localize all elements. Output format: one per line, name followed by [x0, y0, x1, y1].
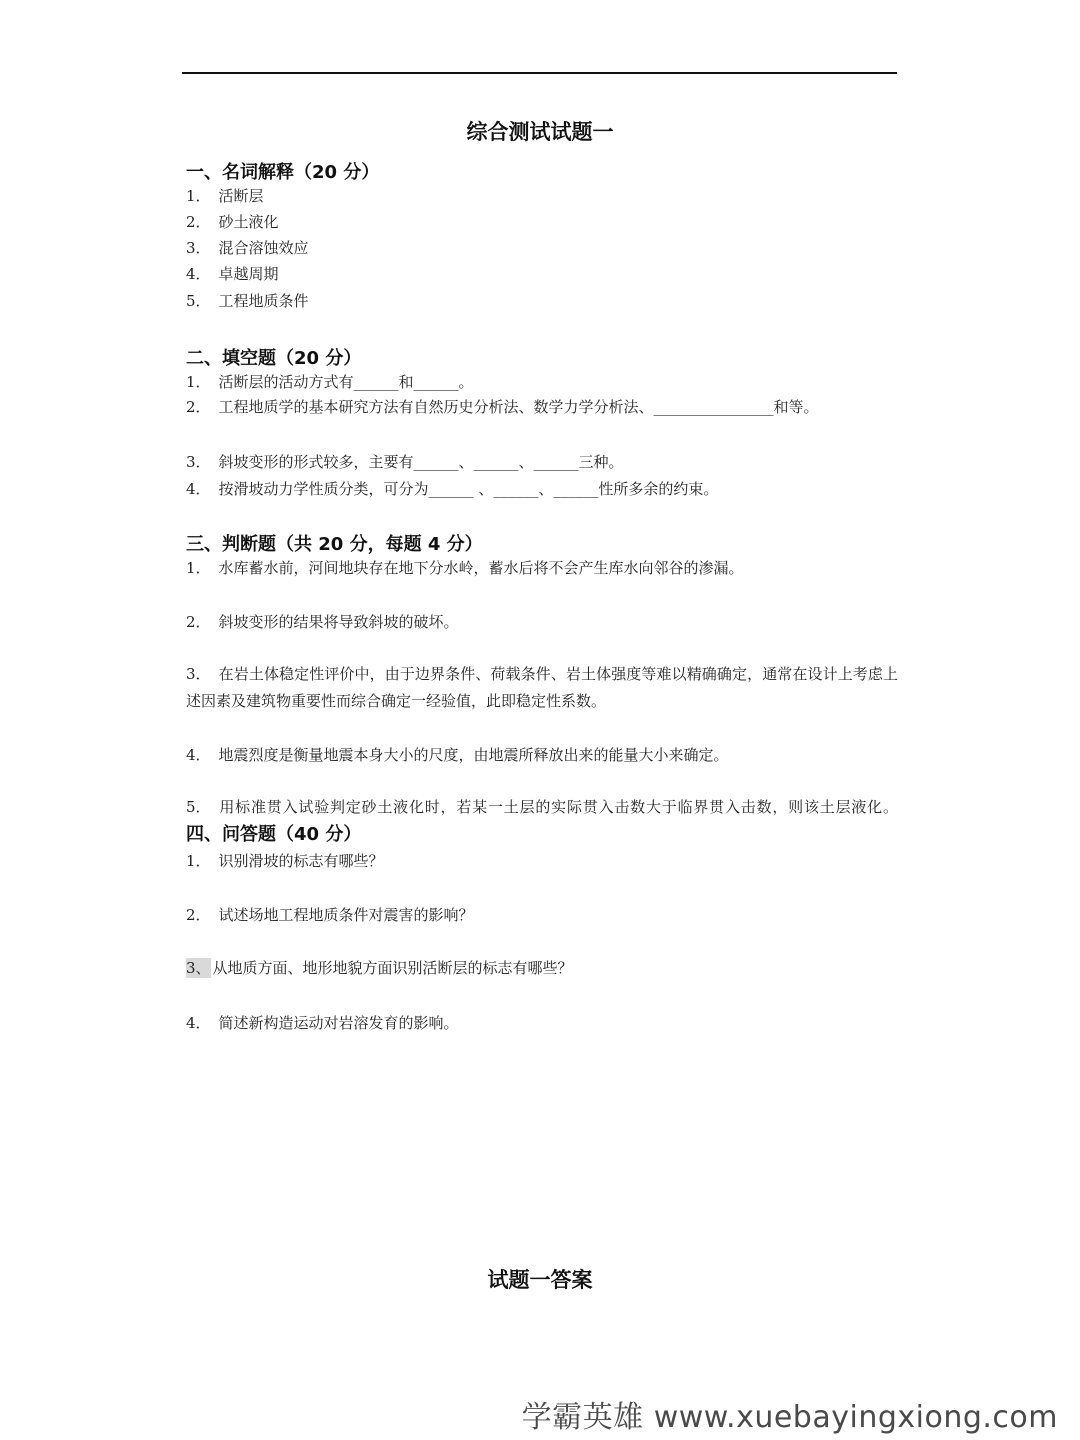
s2-item: 2． 工程地质学的基本研究方法有自然历史分析法、数学力学分析法、________________和等。 [186, 398, 819, 416]
s4-item: 3、 从地质方面、地形地貌方面识别活断层的标志有哪些？ [186, 959, 573, 977]
s1-item: 3． 混合溶蚀效应 [186, 239, 309, 257]
s4-item: 4． 简述新构造运动对岩溶发育的影响。 [186, 1014, 459, 1032]
s2-item: 3． 斜坡变形的形式较多，主要有______、______、______三种。 [186, 453, 624, 471]
s3-item: 1． 水库蓄水前，河间地块存在地下分水岭，蓄水后将不会产生库水向邻谷的渗漏。 [186, 559, 744, 577]
s3-item: 5． 用标准贯入试验判定砂土液化时，若某一土层的实际贯入击数大于临界贯入击数，则该土层液化。四、问答题（40 分） [186, 798, 898, 845]
site-watermark: 学霸英雄 www.xuebayingxiong.com [521, 1400, 1058, 1435]
section3-heading: 三、判断题（共 20 分，每题 4 分） [186, 534, 483, 555]
s1-item: 2． 砂土液化 [186, 213, 279, 231]
doc-title: 综合测试试题一 [466, 120, 614, 144]
s1-item: 5． 工程地质条件 [186, 292, 309, 310]
s1-item: 1． 活断层 [186, 187, 264, 205]
s4-item: 1． 识别滑坡的标志有哪些？ [186, 852, 384, 870]
s2-item: 4． 按滑坡动力学性质分类，可分为______ 、______、______性所多余的约束。 [186, 480, 719, 498]
s4-item: 2． 试述场地工程地质条件对震害的影响？ [186, 906, 474, 924]
s3-item: 3． 在岩土体稳定性评价中，由于边界条件、荷载条件、岩土体强度等难以精确确定，通常在设计上考虑上述因素及建筑物重要性而综合确定一经验值，此即稳定性系数。 [186, 665, 898, 710]
s1-item: 4． 卓越周期 [186, 265, 279, 283]
highlight-marker: 3、 [186, 959, 211, 977]
header-rule [182, 72, 897, 74]
s2-item: 1． 活断层的活动方式有______和______。 [186, 373, 474, 391]
section1-heading: 一、名词解释（20 分） [186, 162, 380, 183]
answer-title: 试题一答案 [487, 1268, 593, 1292]
section4-heading: 四、问答题（40 分） [186, 824, 362, 845]
s3-item: 4． 地震烈度是衡量地震本身大小的尺度，由地震所释放出来的能量大小来确定。 [186, 746, 729, 764]
section2-heading: 二、填空题（20 分） [186, 348, 362, 369]
s3-item: 2． 斜坡变形的结果将导致斜坡的破坏。 [186, 613, 459, 631]
